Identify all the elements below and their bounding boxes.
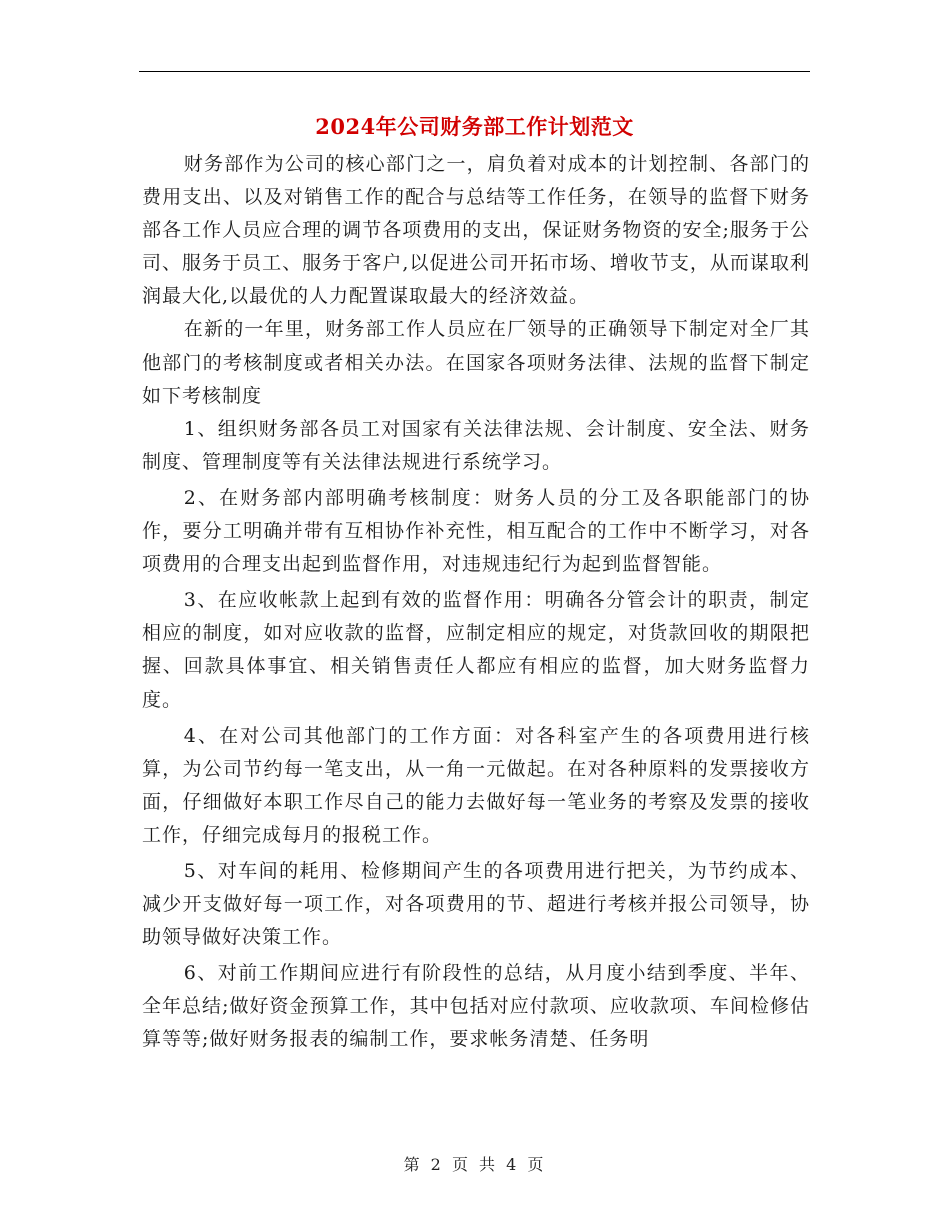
paragraph-item-2: 2、在财务部内部明确考核制度：财务人员的分工及各职能部门的协作，要分工明确并带有互相协作补充性，相互配合的工作中不断学习，对各项费用的合理支出起到监督作用，对违规违纪行为起到监督智能。: [142, 486, 810, 576]
paragraph-intro: 财务部作为公司的核心部门之一，肩负着对成本的计划控制、各部门的费用支出、以及对销售工作的配合与总结等工作任务，在领导的监督下财务部各工作人员应合理的调节各项费用的支出，保证财务物资的安全;服务于公司、服务于员工、服务于客户,以促进公司开拓市场、增收节支，从而谋取利润最大化,以最优的人力配置谋取最大的经济效益。: [142, 153, 810, 308]
paragraph-item-4: 4、在对公司其他部门的工作方面：对各科室产生的各项费用进行核算，为公司节约每一笔支出，从一角一元做起。在对各种原料的发票接收方面，仔细做好本职工作尽自己的能力去做好每一笔业务的考察及发票的接收工作，仔细完成每月的报税工作。: [142, 724, 810, 846]
paragraph-item-5: 5、对车间的耗用、检修期间产生的各项费用进行把关，为节约成本、减少开支做好每一项工作，对各项费用的节、超进行考核并报公司领导，协助领导做好决策工作。: [142, 859, 810, 949]
page-number-footer: 第 2 页 共 4 页: [403, 1155, 547, 1174]
paragraph-item-6: 6、对前工作期间应进行有阶段性的总结，从月度小结到季度、半年、全年总结;做好资金预算工作，其中包括对应付款项、应收款项、车间检修估算等等;做好财务报表的编制工作，要求帐务清楚、任务明: [142, 962, 810, 1051]
header-rule: [139, 71, 810, 72]
paragraph-item-3: 3、在应收帐款上起到有效的监督作用：明确各分管会计的职责，制定相应的制度，如对应收款的监督，应制定相应的规定，对货款回收的期限把握、回款具体事宜、相关销售责任人都应有相应的监督，加大财务监督力度。: [142, 589, 810, 711]
paragraph-item-1: 1、组织财务部各员工对国家有关法律法规、会计制度、安全法、财务制度、管理制度等有关法律法规进行系统学习。: [142, 417, 810, 473]
document-title: 2024年公司财务部工作计划范文: [315, 114, 634, 139]
document-body: [142, 148, 810, 1057]
paragraph-new-year: 在新的一年里，财务部工作人员应在厂领导的正确领导下制定对全厂其他部门的考核制度或者相关办法。在国家各项财务法律、法规的监督下制定如下考核制度: [142, 318, 810, 407]
